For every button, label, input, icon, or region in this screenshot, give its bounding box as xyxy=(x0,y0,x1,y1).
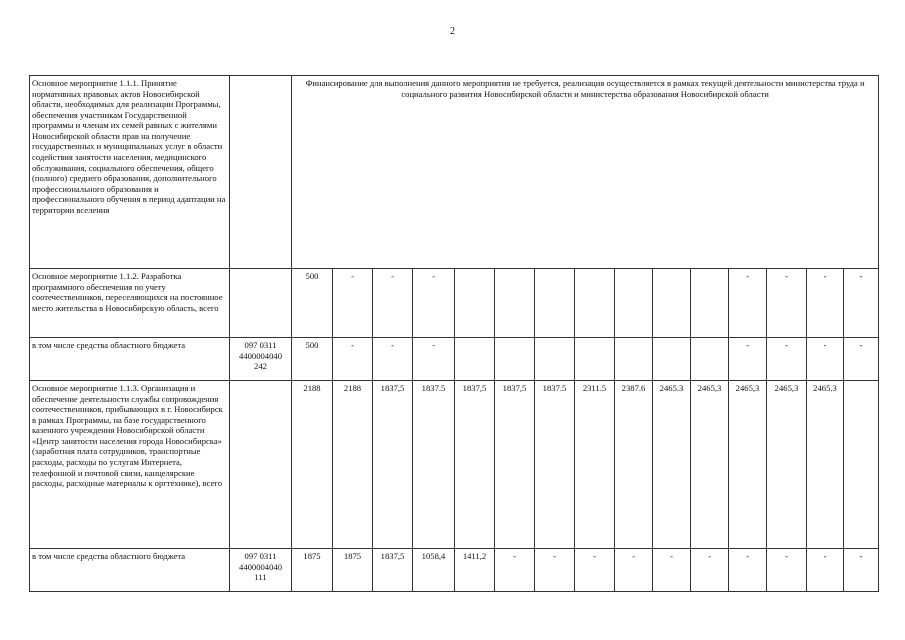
value-cell: - xyxy=(729,269,767,338)
page-number: 2 xyxy=(450,26,455,37)
value-cell: 1837,5 xyxy=(373,549,413,592)
value-cell: - xyxy=(767,549,807,592)
value-cell: 1837.5 xyxy=(535,381,575,549)
value-cell xyxy=(575,269,615,338)
value-cell: - xyxy=(373,338,413,381)
activity-description: Основное мероприятие 1.1.2. Разработка программного обеспечения по учету соотечественников, переселяющихся на постоянное место жительства в Новосибирскую область, всего xyxy=(30,269,230,338)
value-cell: - xyxy=(495,549,535,592)
value-cell: - xyxy=(333,338,373,381)
value-cell: 500 xyxy=(292,269,333,338)
value-cell: 2465,3 xyxy=(729,381,767,549)
budget-code xyxy=(230,76,292,269)
value-cell xyxy=(575,338,615,381)
value-cell: 2188 xyxy=(333,381,373,549)
budget-code xyxy=(230,269,292,338)
table-row xyxy=(30,269,879,338)
value-cell xyxy=(455,269,495,338)
budget-code: 097 0311 4400004040 242 xyxy=(230,338,292,381)
activity-description: в том числе средства областного бюджета xyxy=(30,549,230,592)
value-cell: - xyxy=(729,338,767,381)
value-cell: 1837,5 xyxy=(455,381,495,549)
value-cell: 2465,3 xyxy=(767,381,807,549)
value-cell: - xyxy=(729,549,767,592)
table-body xyxy=(30,76,879,592)
value-cell: - xyxy=(653,549,691,592)
value-cell xyxy=(535,338,575,381)
table-row xyxy=(30,381,879,549)
value-cell xyxy=(455,338,495,381)
value-cell: - xyxy=(767,269,807,338)
value-cell xyxy=(495,338,535,381)
value-cell: 1058,4 xyxy=(413,549,455,592)
table-row xyxy=(30,338,879,381)
value-cell: - xyxy=(807,549,844,592)
value-cell xyxy=(495,269,535,338)
value-cell: - xyxy=(844,269,879,338)
value-cell xyxy=(691,269,729,338)
value-cell: 1875 xyxy=(333,549,373,592)
value-cell: - xyxy=(575,549,615,592)
value-cell: - xyxy=(691,549,729,592)
value-cell: 2465.3 xyxy=(653,381,691,549)
value-cell: 2387.6 xyxy=(615,381,653,549)
value-cell: 500 xyxy=(292,338,333,381)
value-cell: - xyxy=(767,338,807,381)
value-cell: - xyxy=(333,269,373,338)
value-cell: - xyxy=(373,269,413,338)
activity-description: Основное мероприятие 1.1.1. Принятие нормативных правовых актов Новосибирской области, необходимых для реализации Программы, обеспечения участникам Государственной программы и членам их семей равных с жителями Новосибирской области прав на получение государственных и муниципальных услуг в области содействия занятости населения, медицинского обслуживания, социального обеспечения, общего (полного) среднего образования, дополнительного профессионального образования и профессионального обучения в период адаптации на территории вселения xyxy=(30,76,230,269)
value-cell: - xyxy=(807,338,844,381)
value-cell xyxy=(535,269,575,338)
value-cell: - xyxy=(413,338,455,381)
value-cell: - xyxy=(807,269,844,338)
activity-description: в том числе средства областного бюджета xyxy=(30,338,230,381)
value-cell: - xyxy=(615,549,653,592)
activity-description: Основное мероприятие 1.1.3. Организация и обеспечение деятельности службы сопровождения соотечественников, прибывающих в г. Новосибирск в рамках Программы, на базе государственного казенного учреждения Новосибирской области «Центр занятости населения города Новосибирска» (заработная плата сотрудников, транспортные расходы, расходы по услугам Интернета, телефонной и почтовой связи, канцелярские расходы, расходные материалы к оргтехнике), всего xyxy=(30,381,230,549)
table-row xyxy=(30,76,879,269)
value-cell: 2188 xyxy=(292,381,333,549)
budget-code xyxy=(230,381,292,549)
budget-code: 097 0311 4400004040 111 xyxy=(230,549,292,592)
value-cell: - xyxy=(844,549,879,592)
value-cell: - xyxy=(844,338,879,381)
value-cell xyxy=(844,381,879,549)
value-cell: - xyxy=(535,549,575,592)
value-cell: 2311.5 xyxy=(575,381,615,549)
value-cell: 1837.5 xyxy=(413,381,455,549)
value-cell: - xyxy=(413,269,455,338)
program-activities-table xyxy=(29,75,879,592)
value-cell: 1837,5 xyxy=(373,381,413,549)
value-cell: 1411,2 xyxy=(455,549,495,592)
table-row xyxy=(30,549,879,592)
value-cell xyxy=(691,338,729,381)
value-cell xyxy=(653,269,691,338)
value-cell: 2465.3 xyxy=(807,381,844,549)
value-cell: 1837,5 xyxy=(495,381,535,549)
financing-note: Финансирование для выполнения данного мероприятия не требуется, реализация осуществляется в рамках текущей деятельности министерства труда и социального развития Новосибирской области и министерства образования Новосибирской области xyxy=(292,76,879,269)
value-cell xyxy=(653,338,691,381)
value-cell xyxy=(615,338,653,381)
value-cell: 2465,3 xyxy=(691,381,729,549)
value-cell: 1875 xyxy=(292,549,333,592)
value-cell xyxy=(615,269,653,338)
